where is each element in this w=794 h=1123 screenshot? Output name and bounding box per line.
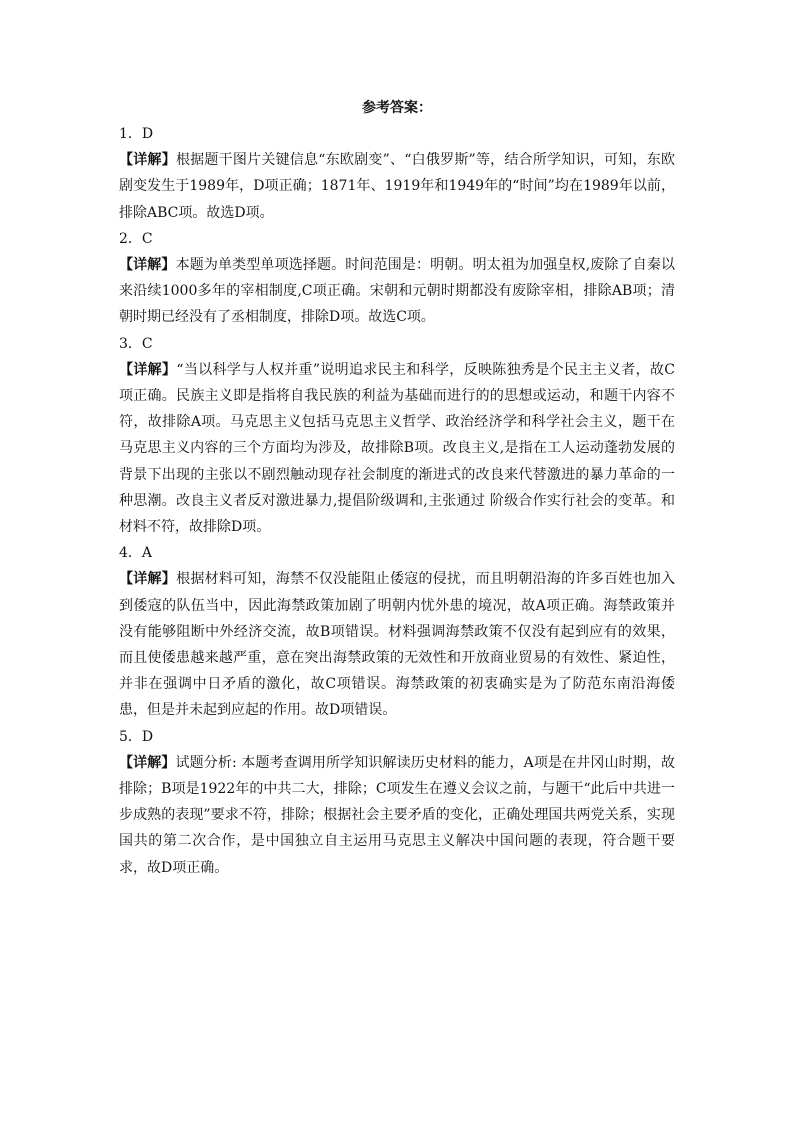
answer-1-text: 根据题干图片关键信息“东欧剧变”、“白俄罗斯”等，结合所学知识，可知，东欧剧变发生于1989年，D项正确；1871年、1919年和1949年的“时间”均在1989年以前，排除ABC项。故选D项。 [119,152,675,221]
answer-1-number: 1．D [119,126,154,142]
answer-5-explanation [119,750,675,881]
answer-2-number: 2．C [119,230,153,247]
answer-5-number: 5．D [119,728,154,745]
answer-2-explanation [119,252,675,331]
answer-2-text: 本题为单类型单项选择题。时间范围是：明朝。明太祖为加强皇权,废除了自秦以来沿续1000多年的宰相制度,C项正确。宋朝和元朝时期都没有废除宰相，排除AB项；清朝时期已经没有了丞相制度，排除D项。故选C项。 [119,257,676,326]
answer-3-text: “当以科学与人权并重”说明追求民主和科学，反映陈独秀是个民主主义者，故C项正确。民族主义即是指将自我民族的利益为基础而进行的的思想或运动，和题干内容不符，故排除A项。马克思主义包括马克思主义哲学、政治经济学和科学社会主义，题干在马克思主义内容的三个方面均为涉及，故排除B项。改良主义,是指在工人运动蓬勃发展的背景下出现的主张以不剧烈触动现存社会制度的渐进式的改良来代替激进的暴力革命的一种思潮。改良主义者反对激进暴力,提倡阶级调和,主张通过 阶级合作实行社会的变革。和材料不符，故排除D项。 [119,361,676,536]
answer-5-label: 【详解】 [119,754,176,771]
answer-4-label: 【详解】 [119,571,177,588]
answer-list [119,121,675,881]
answer-1-label: 【详解】 [119,152,176,169]
page-title: 参考答案： [362,100,432,116]
answer-3-label: 【详解】 [119,361,177,378]
answer-2-label: 【详解】 [119,257,176,274]
answer-3-number: 3．C [119,335,153,352]
answer-4-text: 根据材料可知，海禁不仅没能阻止倭寇的侵扰，而且明朝沿海的许多百姓也加入到倭寇的队伍当中，因此海禁政策加剧了明朝内忧外患的境况，故A项正确。海禁政策并没有能够阻断中外经济交流，故B项错误。材料强调海禁政策不仅没有起到应有的效果，而且使倭患越来越严重，意在突出海禁政策的无效性和开放商业贸易的有效性、紧迫性，并非在强调中日矛盾的激化，故C项错误。海禁政策的初衷确实是为了防范东南沿海倭患，但是并未起到应起的作用。故D项错误。 [119,571,676,719]
answer-5-text: 试题分析: 本题考查调用所学知识解读历史材料的能力，A项是在井冈山时期，故排除；B项是1922年的中共二大，排除；C项发生在遵义会议之前，与题干“此后中共进一步成熟的表现”要求不符，排除；根据社会主要矛盾的变化，正确处理国共两党关系，实现国共的第二次合作，是中国独立自主运用马克思主义解决中国问题的表现，符合题干要求，故D项正确。 [119,754,675,876]
answer-1-explanation [119,147,675,226]
answer-3-explanation [119,357,675,540]
answer-4-explanation [119,566,675,723]
answer-4-number: 4．A [119,545,153,562]
